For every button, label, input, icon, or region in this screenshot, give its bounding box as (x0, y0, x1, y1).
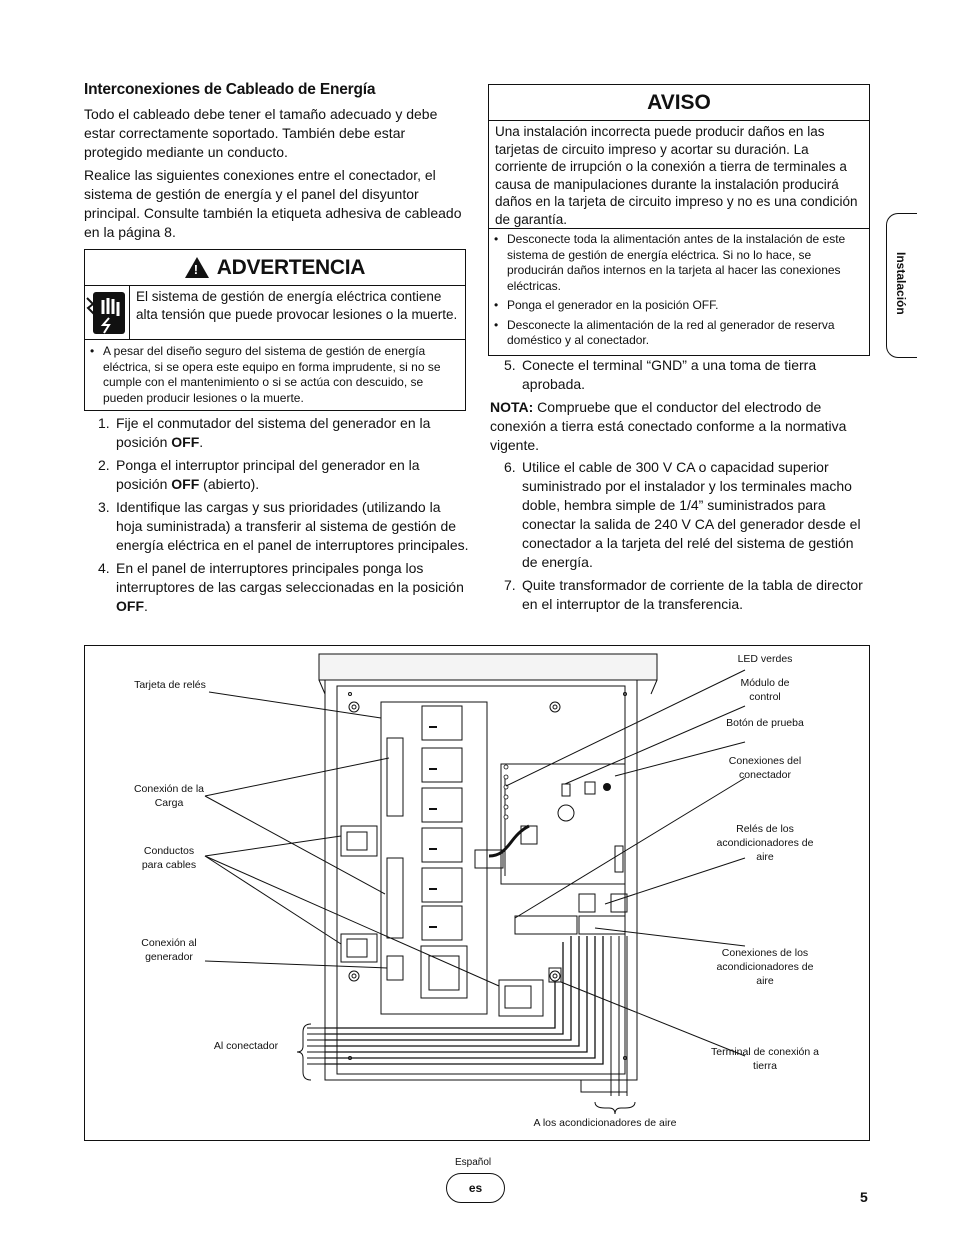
warning-bullet: • A pesar del diseño seguro del sistema de gestión de energía eléctrica, si se opera este equipo en forma imprudente, si no se cumple con el mantenimiento o si se actúa con descuido, se pueden producir lesiones o la muerte. (85, 344, 461, 406)
connections-paragraph: Realice las siguientes conexiones entre el conectador, el sistema de gestión de energía y el panel del disyuntor principal. Consulte también la etiqueta adhesiva de cableado en la página 8. (84, 167, 462, 240)
step-number: 4. (98, 560, 110, 576)
step-number: 3. (98, 499, 110, 515)
note-paragraph (490, 398, 855, 455)
step-text: Utilice el cable de 300 V CA o capacidad superior suministrado por el instalador y los terminales macho doble, hembra simple de 1/4” suministrados para conectar la salida de 240 V CA del generador desde el conectador a la tarjeta del relé del sistema de gestión de energía. (522, 459, 861, 570)
notice-bullet: • Ponga el generador en la posición OFF. (489, 298, 869, 314)
step-number: 6. (504, 459, 516, 475)
warning-header (85, 250, 465, 286)
warning-title: ADVERTENCIA (216, 255, 366, 279)
label-ground-terminal: Terminal de conexión a tierra (711, 1046, 819, 1072)
step-text: Identifique las cargas y sus prioridades (utilizando la hoja suministrada) a transferir al sistema de gestión de energía eléctrica en el panel de interruptores principales. (116, 499, 469, 553)
label-to-air-conditioners: A los acondicionadores de aire (533, 1117, 677, 1129)
label-ac-relays: Relés de los acondicionadores de aire (716, 823, 814, 863)
label-generator-connection: Conexión al generador (141, 937, 197, 963)
warning-triangle-icon: ! (185, 257, 209, 278)
label-green-leds: LED verdes (737, 653, 793, 665)
step-number: 1. (98, 415, 110, 431)
steps-list-left (84, 414, 469, 620)
notice-box (488, 84, 870, 356)
label-connector-connections: Conexiones del conectador (728, 755, 802, 781)
note-text: Compruebe que el conductor del electrodo de conexión a tierra está conectado conforme a la normativa vigente. (490, 399, 847, 453)
section-tab-label: Instalación (894, 252, 908, 315)
intro-paragraph: Todo el cableado debe tener el tamaño adecuado y debe estar correctamente soportado. También debe estar protegido mediante un conducto. (84, 106, 438, 160)
steps-list-right (490, 458, 870, 618)
step-text: Quite transformador de corriente de la tabla de director en el interruptor de la transferencia. (522, 577, 863, 612)
step-text-suffix: (abierto). (199, 476, 260, 492)
label-cable-conduits: Conductos para cables (141, 845, 197, 871)
warning-box (84, 249, 466, 411)
label-control-module: Módulo de control (740, 677, 790, 703)
step-number: 2. (98, 457, 110, 473)
notice-bullet: • Desconecte toda la alimentación antes de la instalación de este sistema de gestión de energía eléctrica. Si no lo hace, se producirán daños internos en la tarjeta al hacer las conexiones eléctricas. (489, 232, 869, 294)
label-to-connector: Al conectador (213, 1040, 279, 1052)
step-text: Conecte el terminal “GND” a una toma de tierra aprobada. (522, 357, 817, 392)
step-text: En el panel de interruptores principales ponga los interruptores de las cargas seleccionadas en la posición (116, 560, 464, 595)
step-text: Ponga el interruptor principal del generador en la posición (116, 457, 420, 492)
notice-title: AVISO (489, 85, 869, 121)
step-item (84, 456, 469, 494)
step-5 (490, 356, 870, 398)
step-bold-value: OFF (116, 598, 144, 614)
step-item (84, 414, 469, 452)
step-bold-value: OFF (171, 434, 200, 450)
footer-language: Español (455, 1157, 492, 1168)
label-relay-board: Tarjeta de relés (134, 679, 206, 691)
label-test-button: Botón de prueba (726, 717, 804, 729)
notice-text: Una instalación incorrecta puede producir daños en las tarjetas de circuito impreso y acortar su duración. La corriente de irrupción o la conexión a tierra de terminales a causa de manipulaciones durante la instalación producirá daños en la tarjeta de circuito impreso y no es una condición de garantía. (489, 121, 869, 229)
step-text-suffix: . (144, 598, 148, 614)
section-tab (886, 213, 917, 358)
step-item (84, 498, 469, 555)
label-ac-connections: Conexiones de los acondicionadores de aire (716, 947, 814, 987)
section-heading: Interconexiones de Cableado de Energía (84, 81, 376, 98)
step-item (84, 559, 469, 616)
step-text-suffix: . (199, 434, 204, 450)
step-number: 7. (504, 577, 516, 593)
step-text: Fije el conmutador del sistema del generador en la posición (116, 415, 431, 450)
label-load-connection: Conexión de la Carga (133, 783, 205, 809)
step-number: 5. (504, 357, 516, 373)
page-number: 5 (860, 1189, 868, 1205)
electric-shock-icon (85, 286, 130, 339)
note-label: NOTA: (490, 399, 534, 415)
notice-bullet: • Desconecte la alimentación de la red al generador de reserva doméstico y al conectador. (489, 318, 869, 349)
wiring-diagram-figure (84, 645, 870, 1141)
warning-text: El sistema de gestión de energía eléctrica contiene alta tensión que puede provocar lesiones o la muerte. (136, 289, 458, 322)
language-code-badge: es (446, 1173, 505, 1203)
step-bold-value: OFF (171, 476, 200, 492)
